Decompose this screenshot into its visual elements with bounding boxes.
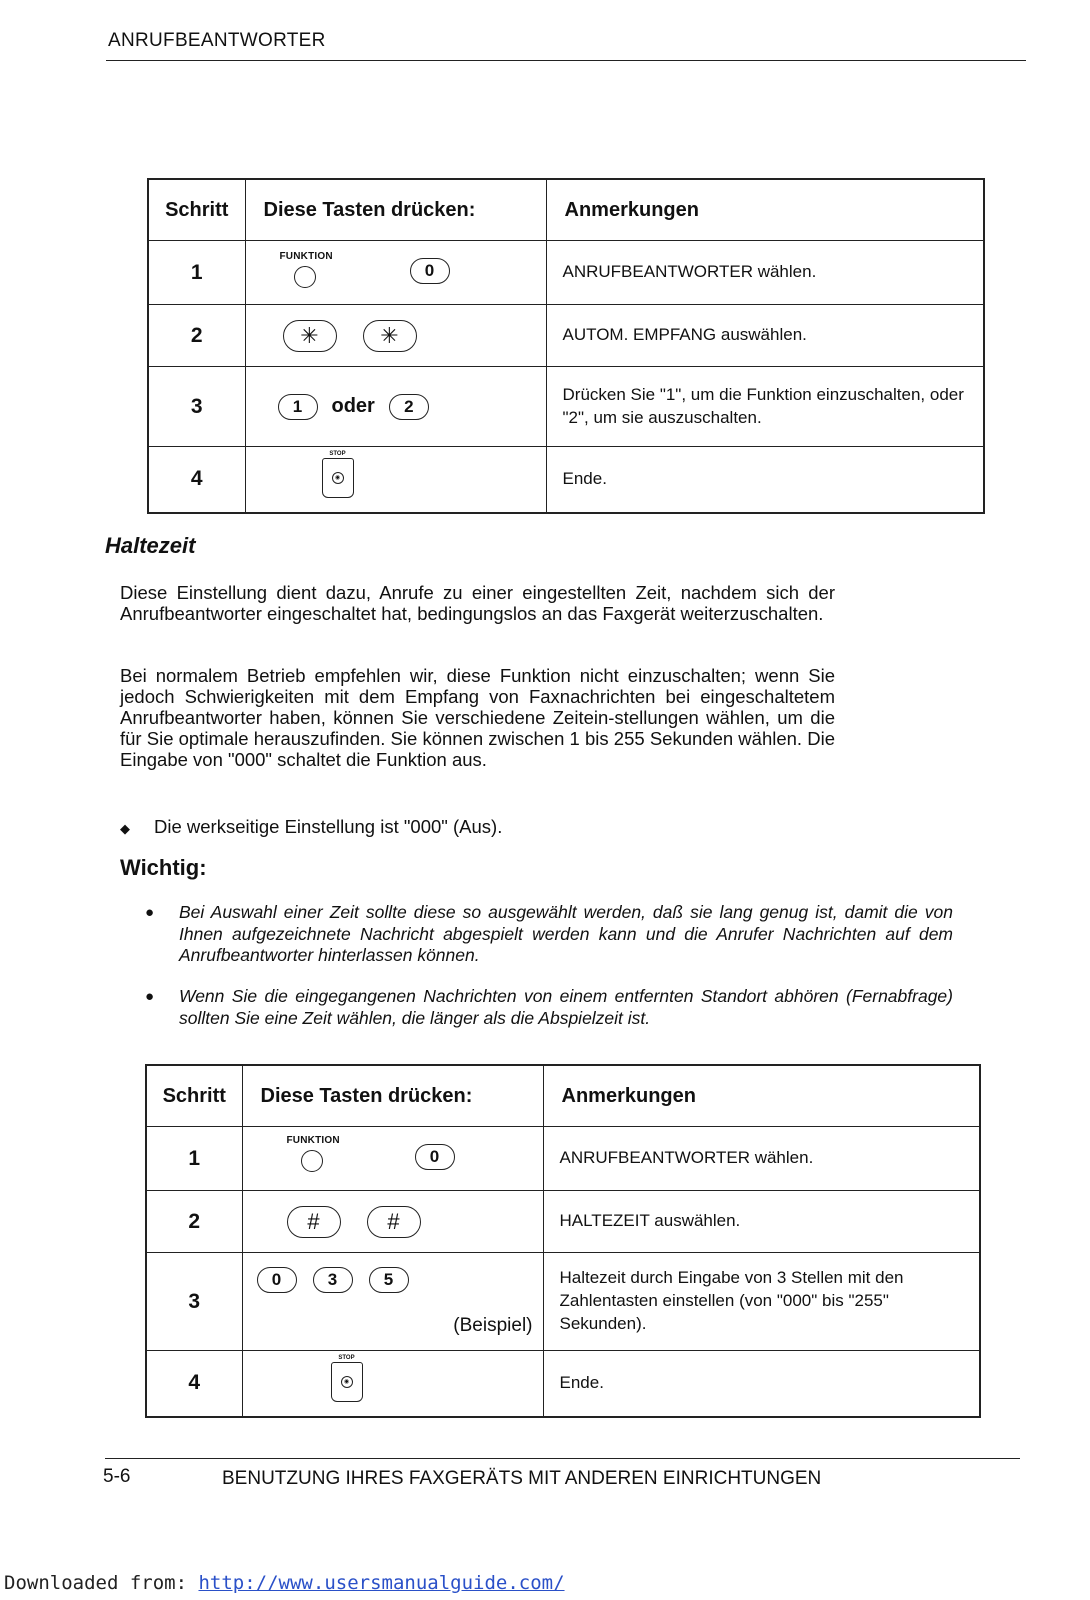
key-5: 5 <box>369 1267 409 1293</box>
note-cell: Ende. <box>543 1351 980 1417</box>
stop-key <box>322 451 354 498</box>
paragraph-intro: Diese Einstellung dient dazu, Anrufe zu einer eingestellten Zeit, nachdem sich der Anrufbeantworter eingeschaltet hat, bedingungslos an das Faxgerät weiterzuschalten. <box>120 582 835 624</box>
default-setting-text: Die werkseitige Einstellung ist "000" (Aus). <box>154 816 503 837</box>
important-note-text: Bei Auswahl einer Zeit sollte diese so ausgewählt werden, daß sie lang genug ist, damit die von Ihnen aufgezeichnete Nachricht abgespielt werden kann und die Anrufer Nachrichten auf dem Anrufbeantworter hinterlassen können. <box>179 902 953 965</box>
keys-cell <box>245 367 546 447</box>
download-source <box>4 1572 565 1594</box>
step-number: 1 <box>146 1127 242 1191</box>
table-row <box>146 1127 980 1191</box>
header-rule <box>106 60 1026 61</box>
key-2: 2 <box>389 394 429 420</box>
stop-label: STOP <box>338 1355 355 1361</box>
header-keys: Diese Tasten drücken: <box>242 1065 543 1127</box>
note-cell: AUTOM. EMPFANG auswählen. <box>546 305 984 367</box>
hash-key-icon: # <box>367 1206 421 1238</box>
footer-rule <box>105 1458 1020 1459</box>
funktion-key <box>287 1135 340 1172</box>
table-row <box>148 241 984 305</box>
table-row <box>148 367 984 447</box>
star-key-icon: ✳ <box>283 320 337 352</box>
download-link[interactable]: http://www.usersmanualguide.com/ <box>198 1572 565 1594</box>
note-cell: Haltezeit durch Eingabe von 3 Stellen mit den Zahlentasten einstellen (von "000" bis "255" Sekunden). <box>543 1253 980 1351</box>
table-header-row <box>148 179 984 241</box>
step-number: 2 <box>148 305 245 367</box>
keys-cell <box>245 305 546 367</box>
steps-table-autom-empfang <box>147 178 985 514</box>
step-number: 4 <box>146 1351 242 1417</box>
header-notes: Anmerkungen <box>546 179 984 241</box>
important-note <box>145 902 953 967</box>
note-cell: Drücken Sie "1", um die Funktion einzuschalten, oder "2", um sie auszuschalten. <box>546 367 984 447</box>
keys-cell <box>242 1351 543 1417</box>
key-3: 3 <box>313 1267 353 1293</box>
section-title-haltezeit: Haltezeit <box>105 533 196 558</box>
paragraph-recommendation: Bei normalem Betrieb empfehlen wir, diese Funktion nicht einzuschalten; wenn Sie jedoch Schwierigkeiten mit dem Empfang von Faxnachrichten bei eingeschaltetem Anrufbeantworter haben, können Sie verschiedene Zeitein-stellungen wählen, um die für Sie optimale herauszufinden. Sie können zwischen 1 bis 255 Sekunden wählen. Die Eingabe von "000" schaltet die Funktion aus. <box>120 665 835 770</box>
table-row <box>148 447 984 513</box>
table-header-row <box>146 1065 980 1127</box>
or-text: oder <box>331 395 375 417</box>
funktion-label: FUNKTION <box>286 1135 340 1146</box>
important-heading: Wichtig: <box>120 855 207 880</box>
hash-key-icon: # <box>287 1206 341 1238</box>
funktion-circle-icon <box>294 266 316 288</box>
stop-label: STOP <box>329 451 346 457</box>
note-cell: ANRUFBEANTWORTER wählen. <box>543 1127 980 1191</box>
key-1: 1 <box>278 394 318 420</box>
table-row <box>146 1253 980 1351</box>
page-header-title: ANRUFBEANTWORTER <box>108 30 326 51</box>
important-note <box>145 986 953 1029</box>
example-label: (Beispiel) <box>453 1315 533 1336</box>
step-number: 1 <box>148 241 245 305</box>
header-keys: Diese Tasten drücken: <box>245 179 546 241</box>
keys-cell <box>242 1253 543 1351</box>
note-cell: HALTEZEIT auswählen. <box>543 1191 980 1253</box>
key-0: 0 <box>410 258 450 284</box>
key-0: 0 <box>257 1267 297 1293</box>
stop-key <box>331 1355 363 1402</box>
table-row <box>148 305 984 367</box>
step-number: 3 <box>146 1253 242 1351</box>
note-cell: ANRUFBEANTWORTER wählen. <box>546 241 984 305</box>
stop-key-icon: ◉ <box>322 458 354 498</box>
download-prefix: Downloaded from: <box>4 1572 188 1594</box>
bullet-dot-icon: ● <box>145 988 155 1005</box>
table-row <box>146 1191 980 1253</box>
step-number: 3 <box>148 367 245 447</box>
funktion-key <box>280 251 333 288</box>
keys-cell <box>245 447 546 513</box>
funktion-label: FUNKTION <box>279 251 333 262</box>
star-key-icon: ✳ <box>363 320 417 352</box>
note-cell: Ende. <box>546 447 984 513</box>
table-row <box>146 1351 980 1417</box>
steps-table-haltezeit <box>145 1064 981 1418</box>
default-setting-bullet <box>120 816 502 838</box>
step-number: 4 <box>148 447 245 513</box>
keys-cell <box>242 1127 543 1191</box>
important-note-text: Wenn Sie die eingegangenen Nachrichten von einem entfernten Standort abhören (Fernabfrage) sollten Sie eine Zeit wählen, die länger als die Abspielzeit ist. <box>179 986 953 1028</box>
stop-key-icon: ◉ <box>331 1362 363 1402</box>
keys-cell <box>242 1191 543 1253</box>
header-step: Schritt <box>148 179 245 241</box>
diamond-bullet-icon: ◆ <box>120 821 130 836</box>
step-number: 2 <box>146 1191 242 1253</box>
footer-chapter-title: BENUTZUNG IHRES FAXGERÄTS MIT ANDEREN EINRICHTUNGEN <box>222 1468 822 1489</box>
funktion-circle-icon <box>301 1150 323 1172</box>
header-step: Schritt <box>146 1065 242 1127</box>
keys-cell <box>245 241 546 305</box>
key-0: 0 <box>415 1144 455 1170</box>
bullet-dot-icon: ● <box>145 904 155 921</box>
page-number: 5-6 <box>103 1466 131 1487</box>
header-notes: Anmerkungen <box>543 1065 980 1127</box>
